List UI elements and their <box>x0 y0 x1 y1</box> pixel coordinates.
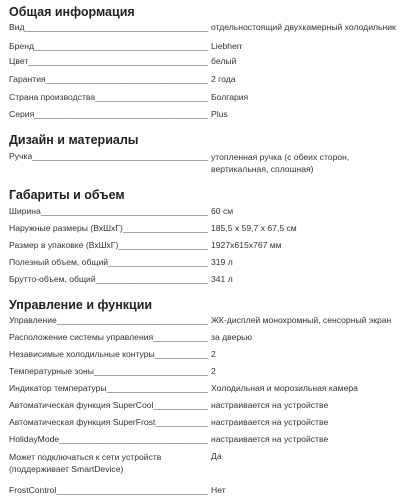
section-title: Дизайн и материалы <box>9 133 139 147</box>
section-dimensions-volume <box>9 187 404 203</box>
spec-label: Цвет _____ <box>9 56 208 67</box>
spec-label: Гарантия _____ <box>9 74 208 85</box>
spec-label: Автоматическая функция SuperFrost _____ <box>9 417 208 428</box>
section-title: Габариты и объем <box>9 188 125 202</box>
spec-label: Расположение системы управления _____ <box>9 332 208 343</box>
spec-value: 185,5 х 59,7 х 67,5 см <box>211 223 297 233</box>
spec-value: белый <box>211 56 237 66</box>
section-general-info <box>9 4 404 20</box>
spec-label: Может подключаться к сети устройств (поддерживает SmartDevice) <box>9 452 162 474</box>
spec-value: 2 года <box>211 74 236 84</box>
spec-label: Управление _____ <box>9 315 208 326</box>
spec-label: Брутто-объем, общий _____ <box>9 274 208 285</box>
spec-value: Болгария <box>211 92 249 102</box>
spec-value: 1927x615x767 мм <box>211 240 282 250</box>
spec-label: HolidayMode _____ <box>9 434 208 445</box>
spec-value: утопленная ручка (с обеих сторон, вертикальная, сплошная) <box>211 152 350 174</box>
section-design-materials <box>9 132 404 148</box>
spec-value: настраивается на устройстве <box>211 417 329 427</box>
spec-value: настраивается на устройстве <box>211 400 329 410</box>
spec-value: Plus <box>211 109 228 119</box>
spec-label: Индикатор температуры _____ <box>9 383 208 394</box>
spec-value: 341 л <box>211 274 233 284</box>
spec-value: Да <box>211 451 222 461</box>
section-controls-functions <box>9 297 404 313</box>
spec-value: отдельностоящий двухкамерный холодильник <box>211 22 396 32</box>
spec-label: Размер в упаковке (ВхШхГ) _____ <box>9 240 208 251</box>
spec-label: FrostControl _____ <box>9 485 208 496</box>
spec-value: 2 <box>211 349 216 359</box>
spec-label: Бренд _____ <box>9 41 208 52</box>
spec-value: 60 см <box>211 206 234 216</box>
spec-value: настраивается на устройстве <box>211 434 329 444</box>
spec-label: Серия _____ <box>9 109 208 120</box>
spec-label: Ширина _____ <box>9 206 208 217</box>
spec-label: Вид _____ <box>9 22 208 33</box>
spec-label: Автоматическая функция SuperCool _____ <box>9 400 208 411</box>
spec-label: Ручка _____ <box>9 151 208 162</box>
spec-value: 2 <box>211 366 216 376</box>
spec-value: Liebherr <box>211 41 243 51</box>
spec-label: Температурные зоны _____ <box>9 366 208 377</box>
section-title: Управление и функции <box>9 298 153 312</box>
spec-label: Полезный объем, общий _____ <box>9 257 208 268</box>
spec-value: Нет <box>211 485 226 495</box>
spec-value: Холодильная и морозильная камера <box>211 383 358 393</box>
spec-label: Страна производства _____ <box>9 92 208 103</box>
section-title: Общая информация <box>9 5 135 19</box>
spec-label: Независимые холодильные контуры _____ <box>9 349 208 360</box>
spec-label: Наружные размеры (ВхШхГ) _____ <box>9 223 208 234</box>
spec-value: 319 л <box>211 257 233 267</box>
spec-value: за дверью <box>211 332 253 342</box>
spec-value: ЖК-дисплей монохромный, сенсорный экран <box>211 315 392 325</box>
